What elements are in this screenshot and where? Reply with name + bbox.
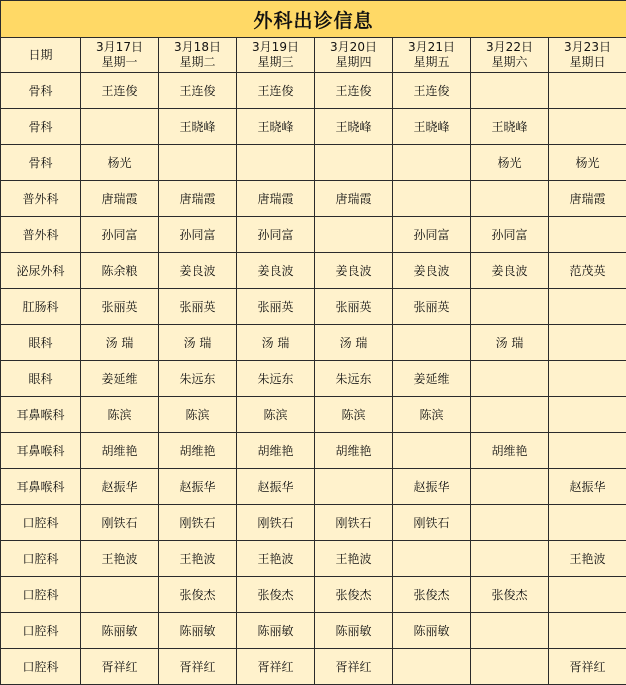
table-row (1, 577, 626, 613)
doctor-cell: 陈滨 (315, 397, 393, 433)
table-row (1, 289, 626, 325)
header-weekday: 星期六 (491, 55, 528, 69)
doctor-cell: 姜良波 (393, 253, 471, 289)
table-row (1, 253, 626, 289)
doctor-cell: 唐瑞霞 (81, 181, 159, 217)
doctor-cell (393, 145, 471, 181)
doctor-cell (315, 145, 393, 181)
doctor-cell (393, 181, 471, 217)
doctor-cell: 唐瑞霞 (549, 181, 626, 217)
doctor-cell: 唐瑞霞 (159, 181, 237, 217)
doctor-cell (159, 145, 237, 181)
doctor-cell (315, 217, 393, 253)
doctor-cell: 汤 瑞 (81, 325, 159, 361)
doctor-cell (81, 577, 159, 613)
doctor-cell: 王艳波 (549, 541, 626, 577)
doctor-cell: 姜良波 (159, 253, 237, 289)
header-date-label: 日期 (1, 38, 81, 73)
doctor-cell: 张丽英 (81, 289, 159, 325)
table-row (1, 361, 626, 397)
doctor-cell: 胡维艳 (471, 433, 549, 469)
doctor-cell: 王连俊 (393, 73, 471, 109)
header-weekday: 星期二 (179, 55, 216, 69)
doctor-cell (393, 541, 471, 577)
doctor-cell: 陈丽敏 (81, 613, 159, 649)
department-cell: 耳鼻喉科 (1, 433, 81, 469)
doctor-cell: 孙同富 (159, 217, 237, 253)
department-cell: 泌尿外科 (1, 253, 81, 289)
header-weekday: 星期四 (335, 55, 372, 69)
doctor-cell: 王连俊 (159, 73, 237, 109)
header-day-cell (81, 38, 159, 73)
doctor-cell (237, 145, 315, 181)
table-row (1, 145, 626, 181)
doctor-cell: 赵振华 (393, 469, 471, 505)
header-day-cell (159, 38, 237, 73)
table-row (1, 433, 626, 469)
doctor-cell (471, 73, 549, 109)
doctor-cell: 陈滨 (393, 397, 471, 433)
department-cell: 骨科 (1, 109, 81, 145)
doctor-cell (393, 325, 471, 361)
doctor-cell: 唐瑞霞 (237, 181, 315, 217)
doctor-cell (393, 649, 471, 685)
doctor-cell: 陈余粮 (81, 253, 159, 289)
doctor-cell: 王晓峰 (159, 109, 237, 145)
doctor-cell: 刚铁石 (237, 505, 315, 541)
header-date: 3月22日 (486, 40, 533, 54)
doctor-cell (471, 397, 549, 433)
table-row (1, 469, 626, 505)
doctor-cell (549, 505, 626, 541)
doctor-cell: 朱远东 (237, 361, 315, 397)
doctor-cell: 张丽英 (315, 289, 393, 325)
doctor-cell (549, 577, 626, 613)
department-cell: 口腔科 (1, 577, 81, 613)
doctor-cell: 刚铁石 (81, 505, 159, 541)
doctor-cell (393, 433, 471, 469)
table-row (1, 325, 626, 361)
doctor-cell: 王艳波 (81, 541, 159, 577)
header-day-cell (237, 38, 315, 73)
table-row (1, 613, 626, 649)
header-day-cell (549, 38, 626, 73)
doctor-cell: 范茂英 (549, 253, 626, 289)
doctor-cell: 刚铁石 (315, 505, 393, 541)
doctor-cell (471, 505, 549, 541)
header-weekday: 星期日 (569, 55, 606, 69)
header-date: 3月20日 (330, 40, 377, 54)
doctor-cell (549, 73, 626, 109)
department-cell: 眼科 (1, 361, 81, 397)
doctor-cell (471, 289, 549, 325)
table-row (1, 181, 626, 217)
doctor-cell (471, 613, 549, 649)
doctor-cell: 孙同富 (393, 217, 471, 253)
schedule-title: 外科出诊信息 (1, 1, 626, 38)
department-cell: 普外科 (1, 181, 81, 217)
doctor-cell: 胡维艳 (81, 433, 159, 469)
doctor-cell: 胥祥红 (315, 649, 393, 685)
doctor-cell: 陈丽敏 (159, 613, 237, 649)
doctor-cell: 胡维艳 (159, 433, 237, 469)
department-cell: 骨科 (1, 73, 81, 109)
table-row (1, 109, 626, 145)
header-day-cell (471, 38, 549, 73)
doctor-cell: 赵振华 (549, 469, 626, 505)
header-day-cell (393, 38, 471, 73)
header-weekday: 星期三 (257, 55, 294, 69)
header-day-cell (315, 38, 393, 73)
doctor-cell (471, 469, 549, 505)
doctor-cell (315, 469, 393, 505)
doctor-cell: 胥祥红 (159, 649, 237, 685)
doctor-cell: 张丽英 (393, 289, 471, 325)
doctor-cell (549, 325, 626, 361)
header-row (1, 38, 626, 73)
doctor-cell: 王艳波 (159, 541, 237, 577)
department-cell: 骨科 (1, 145, 81, 181)
doctor-cell: 孙同富 (237, 217, 315, 253)
header-date: 3月18日 (174, 40, 221, 54)
doctor-cell (549, 433, 626, 469)
doctor-cell (471, 361, 549, 397)
doctor-cell: 赵振华 (159, 469, 237, 505)
doctor-cell: 王连俊 (315, 73, 393, 109)
doctor-cell: 胥祥红 (549, 649, 626, 685)
table-row (1, 217, 626, 253)
doctor-cell: 胡维艳 (315, 433, 393, 469)
doctor-cell: 王晓峰 (471, 109, 549, 145)
header-date: 3月17日 (96, 40, 143, 54)
doctor-cell (549, 361, 626, 397)
doctor-cell: 杨光 (549, 145, 626, 181)
header-weekday: 星期一 (101, 55, 138, 69)
table-row (1, 505, 626, 541)
doctor-cell (549, 289, 626, 325)
doctor-cell: 胥祥红 (237, 649, 315, 685)
doctor-cell (471, 649, 549, 685)
doctor-cell: 张丽英 (237, 289, 315, 325)
table-row (1, 649, 626, 685)
doctor-cell: 陈滨 (81, 397, 159, 433)
department-cell: 口腔科 (1, 649, 81, 685)
doctor-cell: 胡维艳 (237, 433, 315, 469)
table-row (1, 397, 626, 433)
doctor-cell: 陈滨 (237, 397, 315, 433)
doctor-cell: 赵振华 (81, 469, 159, 505)
header-weekday: 星期五 (413, 55, 450, 69)
doctor-cell: 杨光 (81, 145, 159, 181)
doctor-cell (471, 181, 549, 217)
doctor-cell: 张俊杰 (471, 577, 549, 613)
department-cell: 耳鼻喉科 (1, 397, 81, 433)
doctor-cell: 刚铁石 (159, 505, 237, 541)
department-cell: 普外科 (1, 217, 81, 253)
doctor-cell: 孙同富 (81, 217, 159, 253)
doctor-cell (471, 541, 549, 577)
doctor-cell: 王连俊 (237, 73, 315, 109)
doctor-cell (549, 613, 626, 649)
doctor-cell: 王晓峰 (315, 109, 393, 145)
department-cell: 肛肠科 (1, 289, 81, 325)
doctor-cell: 陈丽敏 (237, 613, 315, 649)
doctor-cell: 陈丽敏 (315, 613, 393, 649)
doctor-cell: 刚铁石 (393, 505, 471, 541)
doctor-cell: 陈滨 (159, 397, 237, 433)
doctor-cell (549, 217, 626, 253)
doctor-cell: 姜延维 (393, 361, 471, 397)
doctor-cell: 汤 瑞 (315, 325, 393, 361)
doctor-cell: 朱远东 (315, 361, 393, 397)
doctor-cell (81, 109, 159, 145)
doctor-cell: 杨光 (471, 145, 549, 181)
table-row (1, 541, 626, 577)
department-cell: 口腔科 (1, 613, 81, 649)
doctor-cell: 王艳波 (315, 541, 393, 577)
doctor-cell: 陈丽敏 (393, 613, 471, 649)
doctor-cell: 王连俊 (81, 73, 159, 109)
department-cell: 口腔科 (1, 541, 81, 577)
doctor-cell: 孙同富 (471, 217, 549, 253)
doctor-cell: 朱远东 (159, 361, 237, 397)
department-cell: 眼科 (1, 325, 81, 361)
doctor-cell: 姜延维 (81, 361, 159, 397)
doctor-cell: 唐瑞霞 (315, 181, 393, 217)
schedule-body (1, 73, 626, 685)
department-cell: 耳鼻喉科 (1, 469, 81, 505)
doctor-cell: 胥祥红 (81, 649, 159, 685)
department-cell: 口腔科 (1, 505, 81, 541)
doctor-cell: 汤 瑞 (159, 325, 237, 361)
header-date: 3月19日 (252, 40, 299, 54)
doctor-cell: 汤 瑞 (471, 325, 549, 361)
doctor-cell (549, 397, 626, 433)
doctor-cell: 张丽英 (159, 289, 237, 325)
doctor-cell: 汤 瑞 (237, 325, 315, 361)
doctor-cell: 王晓峰 (393, 109, 471, 145)
header-date: 3月21日 (408, 40, 455, 54)
header-date: 3月23日 (564, 40, 611, 54)
doctor-cell: 王艳波 (237, 541, 315, 577)
doctor-cell: 姜良波 (315, 253, 393, 289)
doctor-cell: 赵振华 (237, 469, 315, 505)
doctor-cell: 张俊杰 (237, 577, 315, 613)
table-row (1, 73, 626, 109)
doctor-cell (549, 109, 626, 145)
doctor-cell: 姜良波 (471, 253, 549, 289)
doctor-cell: 张俊杰 (159, 577, 237, 613)
doctor-cell: 张俊杰 (315, 577, 393, 613)
doctor-cell: 姜良波 (237, 253, 315, 289)
doctor-cell: 张俊杰 (393, 577, 471, 613)
doctor-cell: 王晓峰 (237, 109, 315, 145)
